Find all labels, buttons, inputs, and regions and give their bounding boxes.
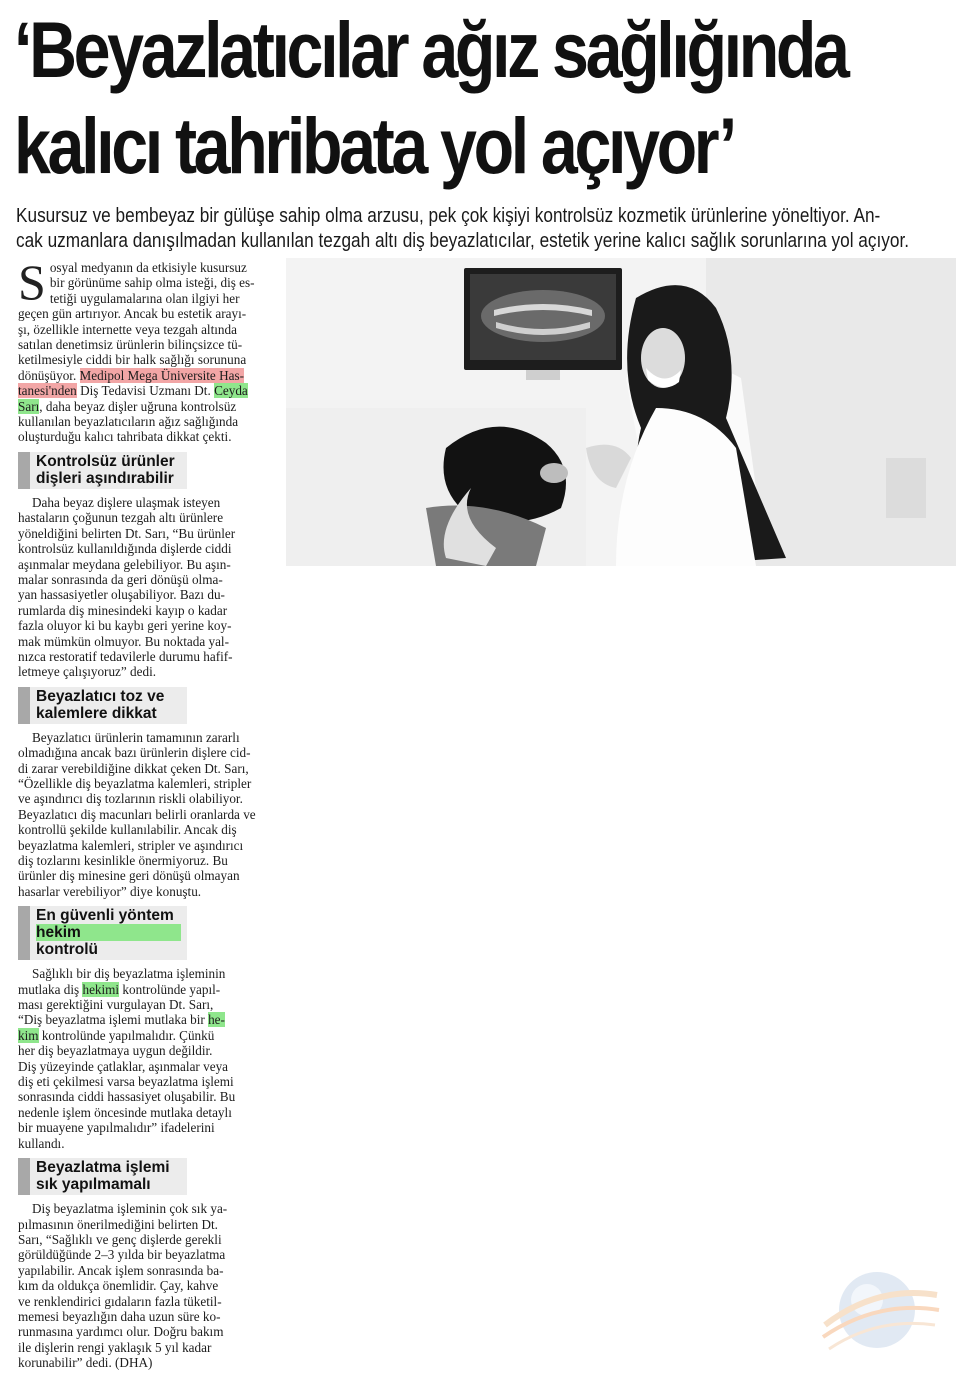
body-line: oluşturduğu kalıcı tahribata dikkat çekti. <box>18 429 232 445</box>
body-line: ketilmesiyle ciddi bir halk sağlığı sorununa <box>18 352 247 368</box>
dropcap: S <box>18 254 46 310</box>
body-line: kontrollü şekilde kullanılabilir. Ancak diş <box>18 822 237 838</box>
body-line: ve aşındırıcı diş tozlarının riskli olabiliyor. <box>18 791 243 807</box>
headline <box>14 2 847 194</box>
body-line: Diş yüzeyinde çatlaklar, aşınmalar veya <box>18 1058 229 1074</box>
body-line <box>18 399 273 414</box>
article-body <box>18 254 273 1371</box>
body-line: geçen gün artırıyor. Ancak bu estetik arayı- <box>18 306 247 322</box>
body-line: aşınmalar meydana gelebiliyor. Bu aşın- <box>18 556 231 572</box>
body-line: hasarlar verebiliyor” diye konuştu. <box>18 883 202 899</box>
body-line: her diş beyazlatmaya uygun değildir. <box>18 1043 213 1059</box>
watermark-logo <box>815 1255 945 1365</box>
text-run: kontrolünde yapılmalıdır. Çünkü <box>38 1027 215 1043</box>
body-line: yöneldiğini belirten Dt. Sarı, “Bu ürünler <box>18 525 236 541</box>
body-line: Beyazlatıcı ürünlerin tamamının zararlı <box>32 729 240 745</box>
body-line <box>18 368 273 383</box>
body-line: hastaların çoğunun tezgah altı ürünlere <box>18 510 224 526</box>
body-line: satılan denetimsiz ürünlerin bilinçsizce tü- <box>18 337 243 353</box>
body-line: bir muayene yapılmalıdır” ifadelerini <box>18 1120 215 1136</box>
body-line: memesi beyazlığın daha uzun süre ko- <box>18 1308 221 1324</box>
subheading-line: sık yapılmamalı <box>36 1176 151 1194</box>
body-line: kullanılan beyazlatıcıların ağız sağlığında <box>18 414 239 430</box>
body-line: kontrolsüz kullanıldığında dişlerde ciddi <box>18 541 232 557</box>
body-line: nızca restoratif tedavilerle durumu hafif- <box>18 648 233 664</box>
lede-line-1: Kusursuz ve bembeyaz bir gülüşe sahip olma arzusu, pek çok kişiyi kontrolsüz kozmetik ürünlerine yöneltiyor. An- <box>16 204 881 227</box>
body-line: kım da oldukça önemlidir. Çay, kahve <box>18 1278 219 1294</box>
body-line: pılmasının önerilmediğini belirten Dt. <box>18 1216 218 1232</box>
body-line: fazla oluyor ki bu kaybı geri yerine koy- <box>18 618 232 634</box>
text-run: “Diş beyazlatma işlemi mutlaka bir <box>18 1012 209 1028</box>
dentist-patient-photo <box>286 258 956 566</box>
highlight-hekim: kim <box>18 1027 39 1043</box>
body-line <box>18 1028 273 1043</box>
lede-line-2: cak uzmanlara danışılmadan kullanılan tezgah altı diş beyazlatıcılar, estetik yerine kalıcı sağlık sorunlarına yol açıyor. <box>16 229 910 252</box>
body-line: şı, özellikle internette veya tezgah altında <box>18 321 237 337</box>
text-run: dönüşüyor. <box>18 367 80 383</box>
highlight-name: Ceyda <box>214 383 248 399</box>
section4-paragraph <box>18 1201 273 1370</box>
subheading <box>18 687 187 724</box>
highlight-hekim: hekimi <box>82 981 120 997</box>
body-line: tetiği uygulamalarına olan ilgiyi her <box>49 290 240 306</box>
subheading-line: Beyazlatıcı toz ve <box>36 687 165 705</box>
body-line: osyal medyanın da etkisiyle kusursuz <box>49 260 247 275</box>
text-run: , daha beyaz dişler uğruna kontrolsüz <box>39 398 237 414</box>
highlight-hekim: he- <box>208 1012 225 1028</box>
body-line: olmadığına ancak bazı ürünlerin dişlere cid- <box>18 745 251 761</box>
highlight-name: Sarı <box>18 398 40 414</box>
subheading-line: En güvenli yöntem <box>36 907 174 925</box>
body-line: rumlarda diş minesindeki kayıp o kadar <box>18 602 228 618</box>
text-run: mutlaka diş <box>18 981 83 997</box>
body-line: diş tozlarını kesinlikle önermiyoruz. Bu <box>18 853 228 868</box>
globe-logo-icon <box>815 1255 945 1365</box>
body-line: ması gerektiğini vurgulayan Dt. Sarı, <box>18 997 214 1013</box>
body-line: kullandı. <box>18 1135 65 1151</box>
subheading-line: kalemlere dikkat <box>36 704 157 722</box>
body-line: letmeye çalışıyoruz” dedi. <box>18 664 157 680</box>
body-line: görüldüğünde 2–3 yılda bir beyazlatma <box>18 1247 226 1263</box>
body-line: ile dişlerin rengi yaklaşık 5 yıl kadar <box>18 1339 212 1355</box>
body-line: di zarar verebildiğine dikkat çeken Dt. Sarı, <box>18 760 249 776</box>
section1-paragraph <box>18 495 273 680</box>
subheading-line: Beyazlatma işlemi <box>36 1159 170 1177</box>
headline-line-2: kalıcı tahribata yol açıyor’ <box>14 101 734 190</box>
intro-paragraph <box>18 254 273 445</box>
body-line: nedenle işlem öncesinde mutlaka detaylı <box>18 1104 232 1120</box>
body-line: ürünler diş minesine geri dönüşü olmayan <box>18 868 240 884</box>
body-line: bir görünüme sahip olma isteği, diş es- <box>49 275 255 291</box>
subheading <box>18 906 187 960</box>
subheading-line: dişleri aşındırabilir <box>36 469 174 487</box>
subheading <box>18 1158 187 1195</box>
body-line <box>18 1012 273 1027</box>
body-line: Daha beyaz dişlere ulaşmak isteyen <box>32 494 221 510</box>
body-line: Sağlıklı bir diş beyazlatma işleminin <box>32 966 226 982</box>
section3-paragraph <box>18 966 273 1151</box>
subheading-line <box>36 924 181 958</box>
highlight-hospital: tanesi'nden <box>18 383 77 399</box>
article-photo <box>286 258 956 566</box>
body-line: runmasına yardımcı olur. Doğru bakım <box>18 1324 224 1340</box>
text-run: kontrolü <box>36 941 98 959</box>
subheading-line: Kontrolsüz ürünler <box>36 452 175 470</box>
body-line: “Özellikle diş beyazlatma kalemleri, stripler <box>18 775 252 791</box>
lede <box>16 203 948 253</box>
highlight-hekim: hekim <box>36 924 181 941</box>
text-run: Diş Tedavisi Uzmanı Dt. <box>76 383 215 399</box>
body-line: sonrasında ciddi hassasiyet oluşabilir. Bu <box>18 1089 236 1105</box>
body-line: Sarı, “Sağlıklı ve genç dişlerde gerekli <box>18 1231 222 1247</box>
body-line <box>18 982 273 997</box>
body-line: korunabilir” dedi. (DHA) <box>18 1355 153 1371</box>
body-line: Beyazlatıcı diş macunları belirli oranlarda ve <box>18 806 256 822</box>
body-line: mak mümkün olmuyor. Bu noktada yal- <box>18 633 229 649</box>
body-line: malar sonrasında da geri dönüşü olma- <box>18 571 223 587</box>
headline-line-1: ‘Beyazlatıcılar ağız sağlığında <box>14 5 847 94</box>
section2-paragraph <box>18 730 273 899</box>
text-run: kontrolünde yapıl- <box>119 981 221 997</box>
body-line: yapılabilir. Ancak işlem sonrasında ba- <box>18 1262 224 1278</box>
body-line <box>18 383 273 398</box>
body-line: yan hassasiyetler oluşabiliyor. Bazı du- <box>18 587 225 603</box>
body-line: ve renklendirici gıdaların fazla tüketil- <box>18 1293 222 1309</box>
body-line: diş eti çekilmesi varsa beyazlatma işlemi <box>18 1074 234 1090</box>
body-line: Diş beyazlatma işleminin çok sık ya- <box>32 1201 228 1217</box>
subheading <box>18 452 187 489</box>
highlight-hospital: Medipol Mega Üniversite Has- <box>79 367 244 383</box>
body-line: beyazlatma kalemleri, stripler ve aşındırıcı <box>18 837 244 853</box>
